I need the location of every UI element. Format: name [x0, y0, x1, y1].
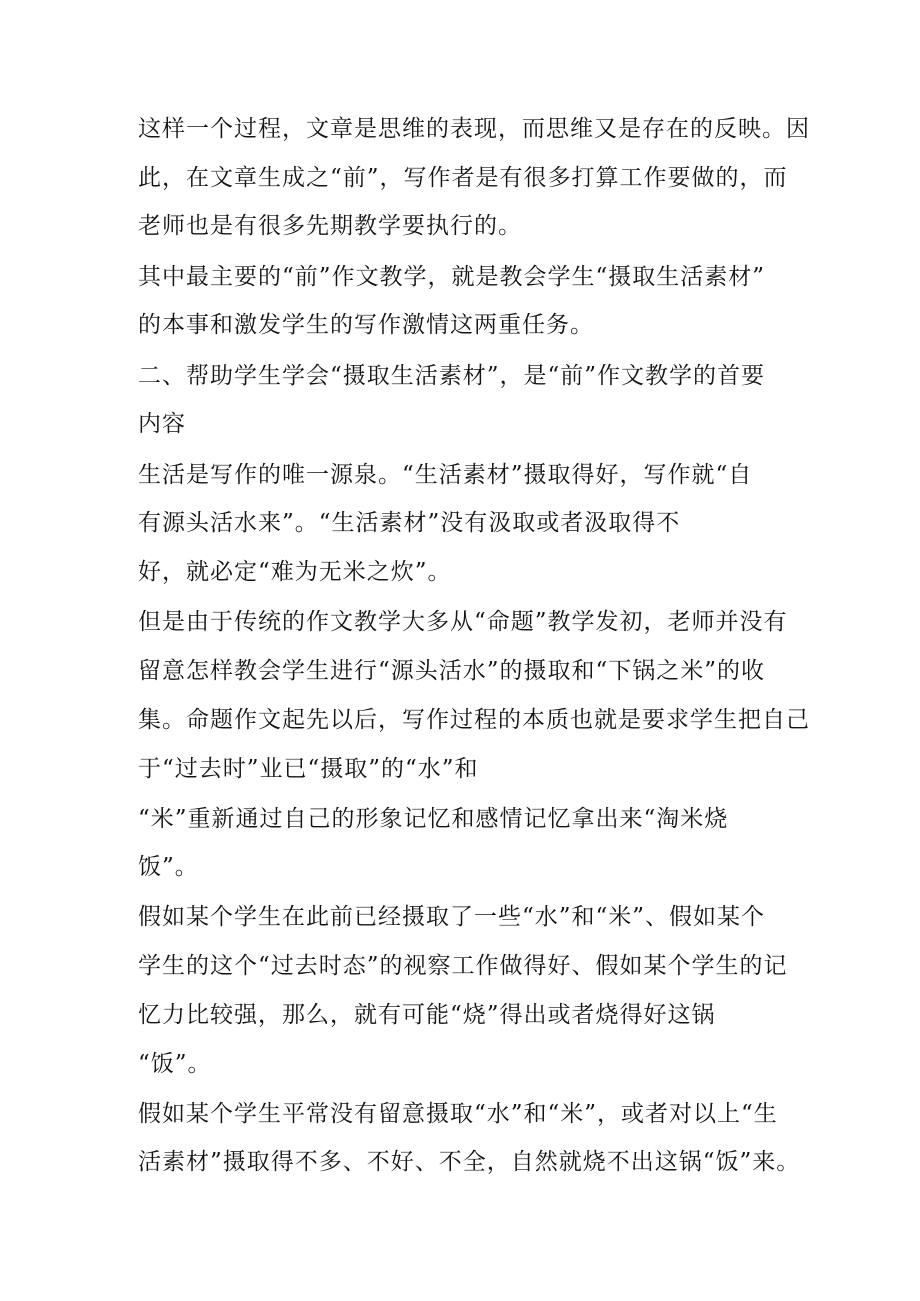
text-line: 假如某个学生在此前已经摄取了一些“水”和“米”、假如某个 [138, 904, 766, 930]
text-line: 活素材”摄取得不多、不好、不全，自然就烧不出这锅“饭”来。 [138, 1149, 801, 1175]
text-line: 其中最主要的“前”作文教学，就是教会学生“摄取生活素材” [138, 264, 766, 290]
text-line: 但是由于传统的作文教学大多从“命题”教学发初，老师并没有 [138, 609, 788, 635]
text-line: 生活是写作的唯一源泉。“生活素材”摄取得好，写作就“自 [138, 462, 753, 488]
text-line: 老师也是有很多先期教学要执行的。 [138, 213, 522, 239]
text-line: 饭”。 [138, 854, 199, 880]
text-line: 内容 [138, 411, 186, 437]
text-line: 这样一个过程，文章是思维的表现，而思维又是存在的反映。因 [138, 116, 810, 142]
text-line: 二、帮助学生学会“摄取生活素材”，是“前”作文教学的首要 [138, 363, 766, 389]
text-line: 的本事和激发学生的写作激情这两重任务。 [138, 312, 594, 338]
text-line: 假如某个学生平常没有留意摄取“水”和“米”，或者对以上“生 [138, 1101, 778, 1127]
text-line: 此，在文章生成之“前”，写作者是有很多打算工作要做的，而 [138, 165, 788, 191]
text-line: 好，就必定“难为无米之炊”。 [138, 559, 452, 585]
text-line: “米”重新通过自己的形象记忆和感情记忆拿出来“淘米烧 [138, 806, 729, 832]
text-line: 集。命题作文起先以后，写作过程的本质也就是要求学生把自己 [138, 707, 810, 733]
text-line: 学生的这个“过去时态”的视察工作做得好、假如某个学生的记 [138, 953, 788, 979]
text-line: 忆力比较强，那么，就有可能“烧”得出或者烧得好这锅 [138, 1002, 716, 1028]
text-line: 于“过去时”业已“摄取”的“水”和 [138, 756, 479, 782]
text-line: “饭”。 [138, 1051, 212, 1077]
text-line: 有源头活水来”。“生活素材”没有汲取或者汲取得不 [138, 510, 681, 536]
text-line: 留意怎样教会学生进行“源头活水”的摄取和“下锅之米”的收 [138, 658, 766, 684]
